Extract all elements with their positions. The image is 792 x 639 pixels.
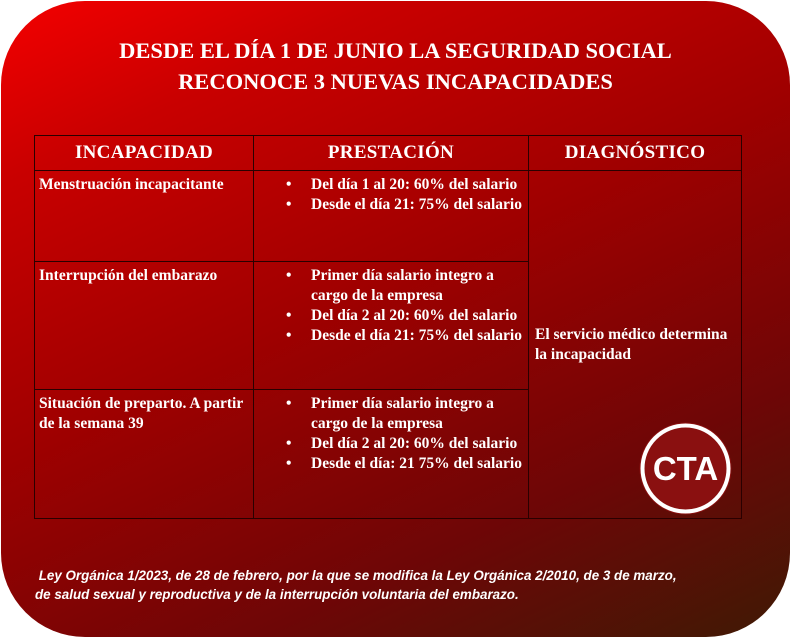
diagnostico-text: El servicio médico determina la incapacidad <box>535 325 728 363</box>
header-prestacion: PRESTACIÓN <box>254 136 529 171</box>
footer-legal-note <box>35 566 755 604</box>
list-item: • Desde el día 21: 75% del salario <box>311 195 522 215</box>
infographic-card <box>1 1 790 637</box>
list-item: • Del día 2 al 20: 60% del salario <box>311 306 522 326</box>
title-line-1: DESDE EL DÍA 1 DE JUNIO LA SEGURIDAD SOCIAL <box>119 38 672 63</box>
title-line-2: RECONOCE 3 NUEVAS INCAPACIDADES <box>178 69 613 94</box>
cta-logo <box>637 420 734 517</box>
list-item: • Del día 2 al 20: 60% del salario <box>311 434 522 454</box>
prestacion-cell <box>254 262 529 390</box>
list-item: • Primer día salario integro a cargo de la empresa <box>311 394 522 434</box>
incapacidad-cell: Menstruación incapacitante <box>35 171 254 262</box>
footer-line-1: Ley Orgánica 1/2023, de 28 de febrero, por la que se modifica la Ley Orgánica 2/2010, de 3 de marzo, <box>35 568 677 583</box>
table-header-row <box>35 136 742 171</box>
header-incapacidad: INCAPACIDAD <box>35 136 254 171</box>
list-item: • Desde el día: 21 75% del salario <box>311 454 522 474</box>
prestacion-list <box>254 394 522 474</box>
prestacion-cell <box>254 390 529 519</box>
prestacion-cell <box>254 171 529 262</box>
header-diagnostico: DIAGNÓSTICO <box>529 136 742 171</box>
incapacidad-cell: Situación de preparto. A partir de la semana 39 <box>35 390 254 519</box>
footer-line-2: de salud sexual y reproductiva y de la interrupción voluntaria del embarazo. <box>35 587 519 602</box>
table-row <box>35 171 742 262</box>
prestacion-list <box>254 266 522 346</box>
incapacidad-cell: Interrupción del embarazo <box>35 262 254 390</box>
logo-text: CTA <box>652 450 719 487</box>
list-item: • Del día 1 al 20: 60% del salario <box>311 175 522 195</box>
list-item: • Desde el día 21: 75% del salario <box>311 326 522 346</box>
page-title <box>31 35 760 97</box>
prestacion-list <box>254 175 522 215</box>
list-item: • Primer día salario integro a cargo de la empresa <box>311 266 522 306</box>
incapacidades-table <box>34 135 742 519</box>
